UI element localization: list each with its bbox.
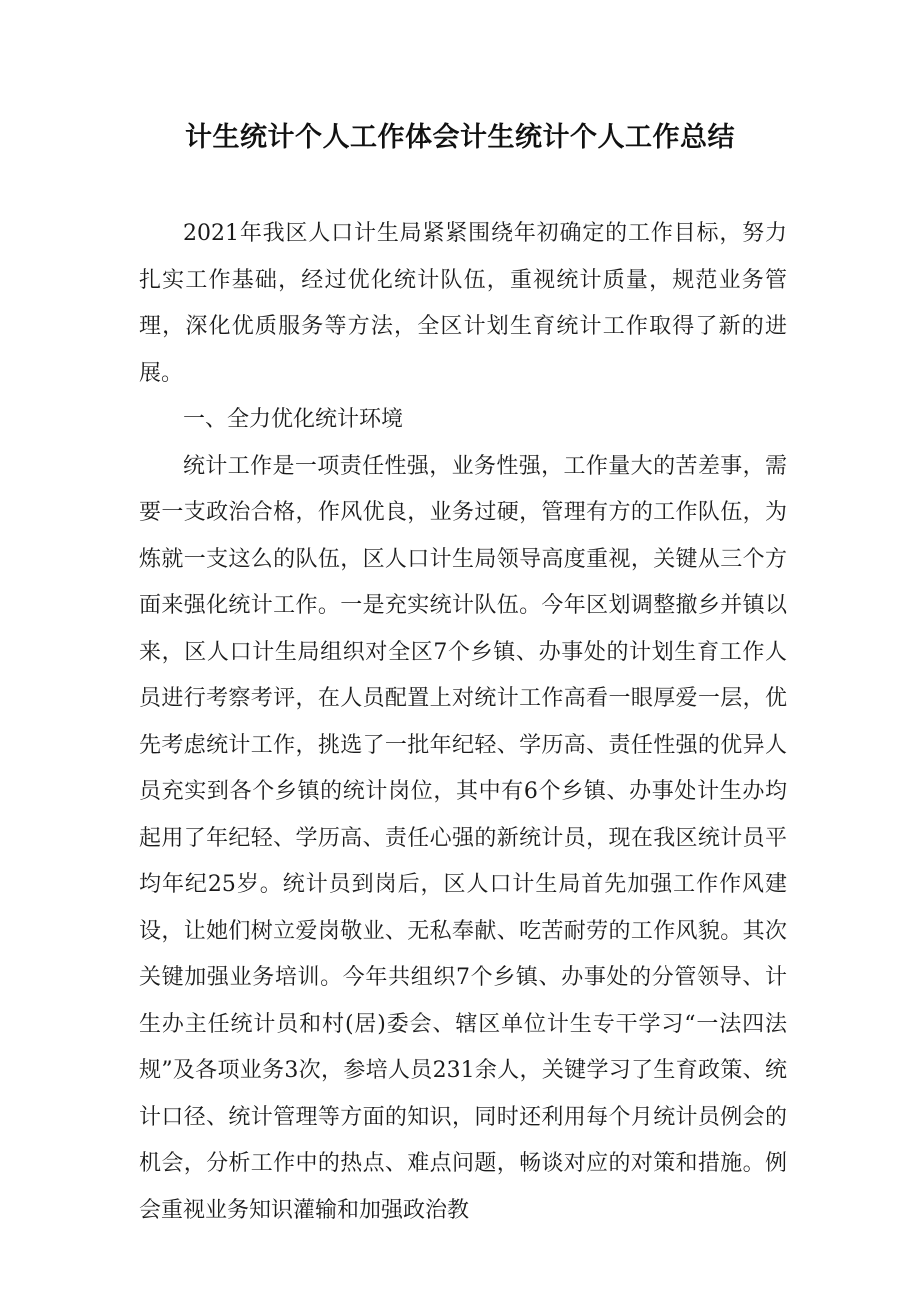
document-title: 计生统计个人工作体会计生统计个人工作总结	[185, 122, 735, 153]
paragraph-body: 统计工作是一项责任性强，业务性强，工作量大的苦差事，需要一支政治合格，作风优良，业务过硬，管理有方的工作队伍，为炼就一支这么的队伍，区人口计生局领导高度重视，关键从三个方面来强化统计工作。一是充实统计队伍。今年区划调整撤乡并镇以来，区人口计生局组织对全区7个乡镇、办事处的计划生育工作人员进行考察考评，在人员配置上对统计工作高看一眼厚爱一层，优先考虑统计工作，挑选了一批年纪轻、学历高、责任性强的优异人员充实到各个乡镇的统计岗位，其中有6个乡镇、办事处计生办均起用了年纪轻、学历高、责任心强的新统计员，现在我区统计员平均年纪25岁。统计员到岗后，区人口计生局首先加强工作作风建设，让她们树立爱岗敬业、无私奉献、吃苦耐劳的工作风貌。其次关键加强业务培训。今年共组织7个乡镇、办事处的分管领导、计生办主任统计员和村(居)委会、辖区单位计生专干学习“一法四法规”及各项业务3次，参培人员231余人，关键学习了生育政策、统计口径、统计管理等方面的知识，同时还利用每个月统计员例会的机会，分析工作中的热点、难点问题，畅谈对应的对策和措施。例会重视业务知识灌输和加强政治教	[139, 453, 787, 1223]
paragraph-intro: 2021年我区人口计生局紧紧围绕年初确定的工作目标，努力扎实工作基础，经过优化统计队伍，重视统计质量，规范业务管理，深化优质服务等方法，全区计划生育统计工作取得了新的进展。	[139, 221, 787, 386]
document-body	[139, 211, 787, 1234]
section-heading: 一、全力优化统计环境	[183, 407, 404, 432]
